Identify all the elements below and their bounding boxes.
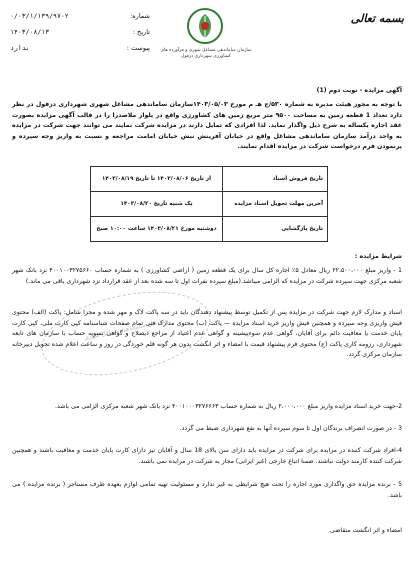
- schedule-value: یک شنبه تاریخ ۱۴۰۳/۰۸/۲۰: [91, 192, 223, 217]
- conditions-title: شرایط مزایده :: [354, 253, 402, 260]
- schedule-label: آخرین مهلت تحویل اسناد مزایده: [223, 192, 328, 217]
- condition-item: 3 - در صورت انصراف برندگان اول تا سوم سپرده آنها به نفع شهرداری ضبط می گردد.: [179, 425, 402, 432]
- number-value: ۰/۰۳/۱/۱۳۹/۹۷۰۲: [10, 12, 69, 20]
- watermark-stamp: سازمان ساماندهی مشاغل شهری: [34, 278, 218, 389]
- table-row: [91, 217, 328, 242]
- notice-heading: آگهی مزایده - نوبت دوم (1): [316, 87, 402, 94]
- condition-item: اسناد و مدارک لازم جهت شرکت در مزایده پس از تکمیل توسط پیشنهاد دهندگان باید در سه پاکت لاک و مهر شده و مجزا شامل: پاکت (الف) محتوی فیش واریزی وجه سپرده و همچنین فیش واریز خرید اسناد مزایده — پاکت (ب) محتوی مدارک فنی تمام صفحات شناسنامه کپی کارت ملی، کپی کارت پایان خدمت یا معافیت دائم برای آقایان، گواهی عدم سوءپیشینه و گواهی عدم اعتیاد از مراجع ذیصلاح و گواهی تسویه حساب با سازمان های تابعه شهرداری، رزومه کاری پاکت (ج) محتوی فرم پیشنهاد قیمت با امضاء و اثر انگشت بدون هر گونه قلم خوردگی در روز و ساعت اعلام شده تحویل دبیرخانه سازمان مرکزی گردد.: [12, 309, 402, 358]
- organization-name: سازمان ساماندهی مشاغل شهری و فرآورده های کشاورزی شهرداری دزفول: [160, 48, 252, 59]
- applicant-signature-line: امضاء و اثر انگشت متقاضی: [330, 527, 402, 534]
- header-title: بسمه تعالی: [350, 12, 404, 25]
- schedule-value: دوشنبه مورخ ۱۴۰۳/۰۸/۲۱ ساعت ۱۰:۰۰ صبح: [91, 217, 223, 242]
- schedule-label: تاریخ بازگشایی: [223, 217, 328, 242]
- number-label: شماره:: [130, 12, 150, 20]
- condition-item: 4-افراد شرکت کننده در مزایده برای شرکت در مزایده باید دارای سن بالای 18 سال و آقایان نیز دارای کارت پایان خدمت و معافیت باشند و همچنین شرکت کننده کارمند دولت نباشند. ضمنا اتباع خارجی (غیر ایرانی) مجاز به شرکت در مزایده نمی باشند.: [12, 447, 402, 465]
- document-meta: [10, 8, 150, 56]
- condition-item: 1 - واریز مبلغ ۲۲،۵۰۰،۰۰۰ ریال معادل ۵٪ اجاره کل سال برای یک قطعه زمین ( اراضی کشاورزی ) به شماره حساب ۴۰۰۱۰۰۳۲۷۵۶۶۰ نزد بانک شهر شعبه مرکزی جهت سپرده شرکت در مزایده که الزامی میباشد.(مبلغ سپرده نفرات اول تا سه شده بعد از عقد قرارداد نزد شهرداری باقی می ماند.): [12, 267, 402, 285]
- organization-logo-icon: [185, 6, 225, 46]
- schedule-table: [90, 166, 328, 242]
- condition-item: 2-جهت خرید اسناد مزایده واریز مبلغ ۲،۰۰۰،۰۰۰ ریال به شماره حساب ۴۰۰۱۰۰۰۳۲۷۶۶۶۳ نزد بانک شهر شعبه مرکزی الزامی می باشد.: [55, 403, 402, 410]
- condition-item: 5 - برنده مزایده حق واگذاری مورد اجاره را تحت هیچ شرایطی به غیر ندارد و مسئولیت تهیه تمامی لوازم بعهده طرف مستاجر ( برنده مزایده ) می باشد.: [12, 481, 402, 499]
- notice-intro: با توجه به مجوز هیئت مدیره به شماره ۵۳۰/ج هـ م مورخ ۱۴۰۳/۰۵/۰۳سازمان ساماندهی مشاغل شهری شهرداری دزفول در نظر دارد تعداد 1 قطعه زمین به مساحت ۹۵۰۰ متر مربع زمین های کشاورزی واقع در بلوار ملاصدرا را در قالب آگهی مزایده بصورت عقد اجاره یکساله به شرح ذیل واگذار نماید. لذا افرادی که تمایل دارند در مزایده شرکت نمایند می توانند جهت شرکت در مزایده به واحد درآمد سازمان ساماندهی مشاغل واقع در خیابان آفرینش نبش خیابان امامت مراجعه و نسبت به واریز وجه سپرده و پرنمودن فرم درخواست شرکت در مزایده اقدام نمایند.: [12, 101, 403, 150]
- date-label: تاریخ :: [132, 28, 150, 36]
- schedule-value: از تاریخ ۱۴۰۳/۰۸/۰۶ تا تاریخ ۱۴۰۳/۰۸/۱۹: [91, 167, 223, 192]
- table-row: [91, 167, 328, 192]
- table-row: [91, 192, 328, 217]
- attachment-label: پیوست :: [126, 44, 150, 52]
- date-value: ۱۴۰۳/۰۸/۱۳: [10, 28, 50, 36]
- attachment-value: ندارد: [10, 44, 30, 52]
- schedule-label: تاریخ فروش اسناد: [223, 167, 328, 192]
